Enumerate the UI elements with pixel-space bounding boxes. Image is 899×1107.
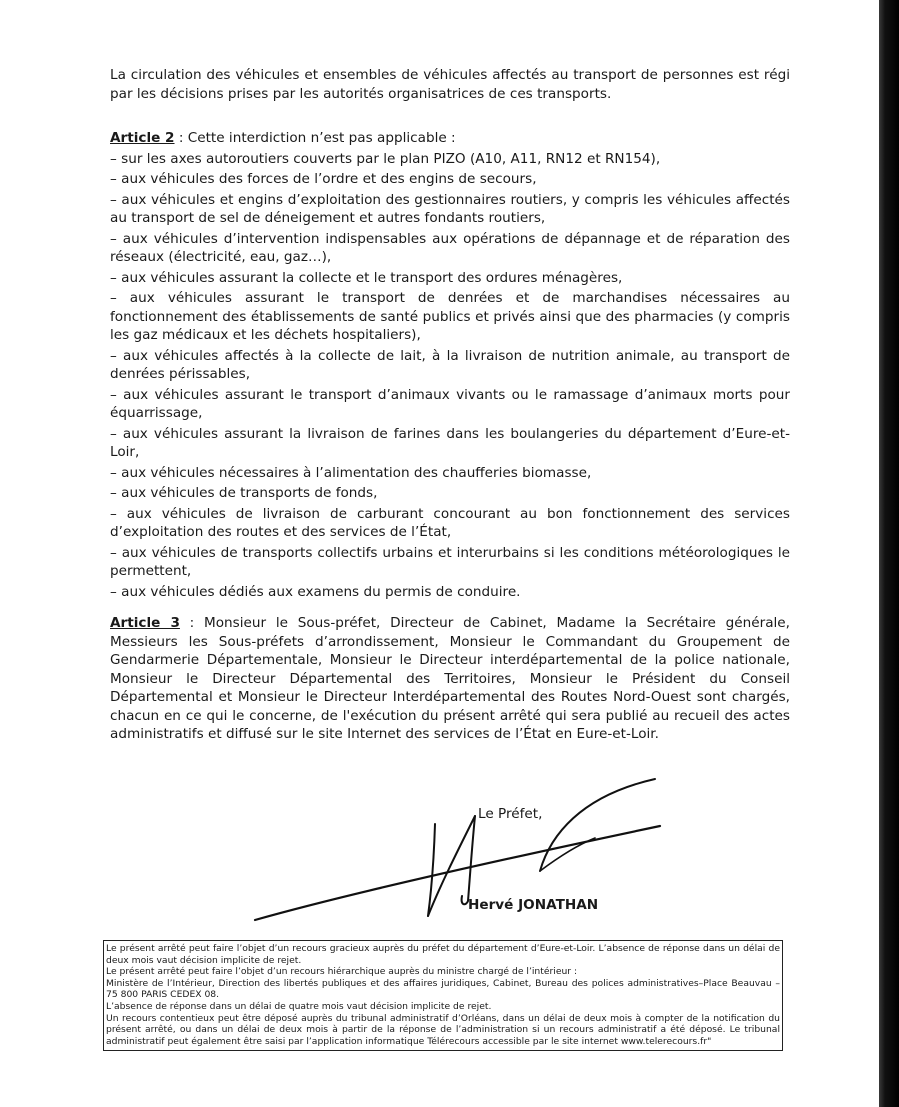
list-item: – aux véhicules nécessaires à l’alimentation des chaufferies biomasse, bbox=[110, 464, 592, 481]
notice-line: Ministère de l’Intérieur, Direction des libertés publiques et des affaires juridiques, Cabinet, Bureau des polices administratives–Place Beauvau – 75 800 PARIS CEDEX 08. bbox=[106, 977, 780, 1001]
list-item: – aux véhicules affectés à la collecte de lait, à la livraison de nutrition animale, au transport de denrées périssables, bbox=[110, 347, 790, 382]
intro-paragraph bbox=[110, 66, 790, 103]
article-2-list bbox=[110, 150, 790, 602]
notice-line: L’absence de réponse dans un délai de quatre mois vaut décision implicite de rejet. bbox=[106, 1000, 492, 1012]
intro-text: La circulation des véhicules et ensembles de véhicules affectés au transport de personnes est régi par les décisions prises par les autorités organisatrices de ces transports. bbox=[110, 67, 790, 102]
list-item: – aux véhicules et engins d’exploitation des gestionnaires routiers, y compris les véhicules affectés au transport de sel de déneigement et autres fondants routiers, bbox=[110, 191, 790, 226]
list-item: – aux véhicules assurant le transport de denrées et de marchandises nécessaires au fonctionnement des établissements de santé publics et privés ainsi que des pharmacies (y compris les gaz médicaux et les déchets hospitaliers), bbox=[110, 290, 790, 343]
list-item: – aux véhicules dédiés aux examens du permis de conduire. bbox=[110, 583, 521, 600]
article-3-text: : Monsieur le Sous-préfet, Directeur de Cabinet, Madame la Secrétaire générale, Messieurs les Sous-préfets d’arrondissement, Monsieur le Commandant du Groupement de Gendarmerie Départementale, Monsieur le Directeur interdépartemental de la police nationale, Monsieur le Directeur Départemental des Territoires, Monsieur le Président du Conseil Départemental et Monsieur le Directeur Interdépartemental des Routes Nord-Ouest sont chargés, chacun en ce qui le concerne, de l'exécution du présent arrêté qui sera publié au recueil des actes administratifs et diffusé sur le site Internet des services de l’État en Eure-et-Loir. bbox=[110, 615, 790, 742]
article-2-heading-text: : Cette interdiction n’est pas applicable : bbox=[174, 130, 456, 146]
list-item: – aux véhicules de transports de fonds, bbox=[110, 485, 378, 501]
legal-notice-box bbox=[103, 940, 783, 1051]
article-2-label: Article 2 bbox=[110, 130, 175, 146]
handwritten-signature bbox=[250, 776, 670, 926]
notice-line: Un recours contentieux peut être déposé auprès du tribunal administratif d’Orléans, dans un délai de deux mois à compter de la notification du présent arrêté, ou dans un délai de deux mois à partir de la réponse de l’administration si un recours administratif a été déposé. Le tribunal administratif peut également être saisi par l’application informatique Télérecours accessible par le site internet www.telerecours.fr" bbox=[106, 1012, 780, 1047]
article-2-heading bbox=[110, 129, 790, 148]
article-2 bbox=[110, 129, 790, 603]
notice-line: Le présent arrêté peut faire l’objet d’un recours hiérarchique auprès du ministre chargé de l’intérieur : bbox=[106, 966, 578, 978]
list-item: – aux véhicules des forces de l’ordre et des engins de secours, bbox=[110, 171, 537, 187]
list-item: – aux véhicules de transports collectifs urbains et interurbains si les conditions météorologiques le permettent, bbox=[110, 544, 790, 579]
article-3-label: Article 3 bbox=[110, 615, 180, 631]
list-item: – aux véhicules de livraison de carburant concourant au bon fonctionnement des services d’exploitation des routes et des services de l’État, bbox=[110, 505, 790, 540]
list-item: – aux véhicules assurant la livraison de farines dans les boulangeries du département d’Eure-et-Loir, bbox=[110, 425, 790, 460]
list-item: – sur les axes autoroutiers couverts par le plan PIZO (A10, A11, RN12 et RN154), bbox=[110, 150, 661, 167]
notice-line: Le présent arrêté peut faire l’objet d’un recours gracieux auprès du préfet du département d’Eure-et-Loir. L’absence de réponse dans un délai de deux mois vaut décision implicite de rejet. bbox=[106, 943, 780, 966]
list-item: – aux véhicules d’intervention indispensables aux opérations de dépannage et de réparation des réseaux (électricité, eau, gaz…), bbox=[110, 230, 790, 265]
list-item: – aux véhicules assurant la collecte et le transport des ordures ménagères, bbox=[110, 269, 623, 286]
list-item: – aux véhicules assurant le transport d’animaux vivants ou le ramassage d’animaux morts pour équarrissage, bbox=[110, 386, 790, 421]
signatory-name: Hervé JONATHAN bbox=[468, 897, 599, 913]
scan-edge-shadow bbox=[879, 0, 899, 1107]
article-3 bbox=[110, 614, 790, 744]
signature-title: Le Préfet, bbox=[478, 806, 543, 822]
